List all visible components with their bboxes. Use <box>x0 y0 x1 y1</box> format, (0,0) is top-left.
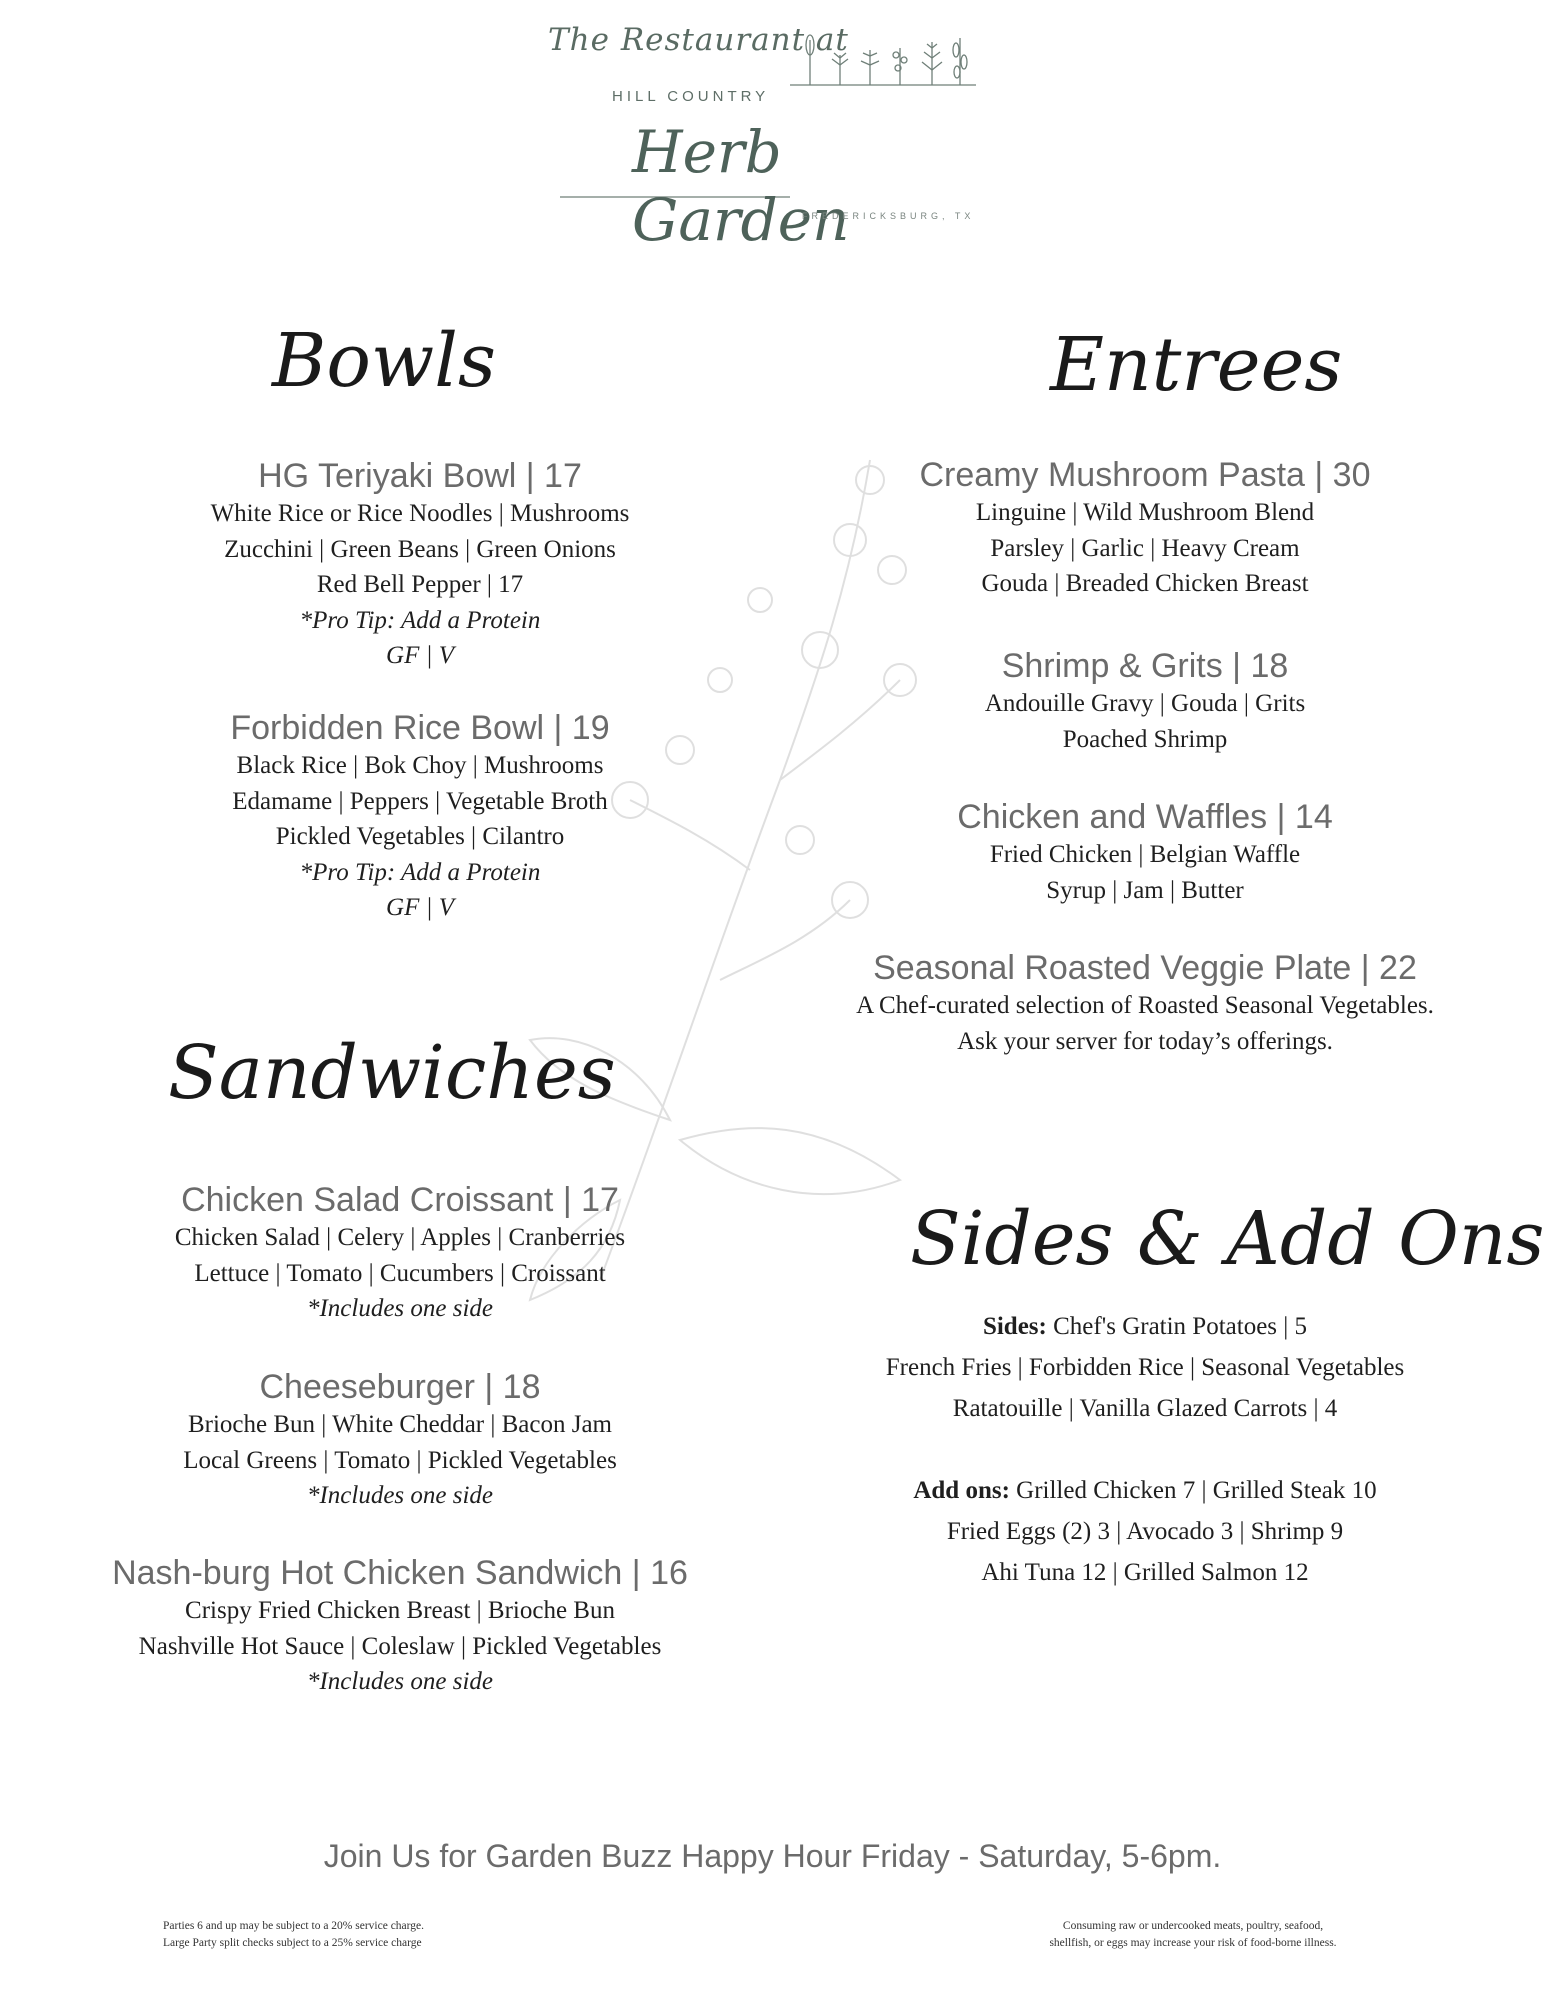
add-ons-label: Add ons: <box>913 1477 1010 1504</box>
section-heading-bowls: Bowls <box>272 318 496 404</box>
menu-item-description: Black Rice | Bok Choy | Mushrooms <box>236 752 604 779</box>
menu-item-title: Cheeseburger | 18 <box>259 1368 541 1406</box>
menu-item <box>80 456 760 674</box>
menu-item <box>40 1553 760 1700</box>
menu-item <box>800 455 1490 602</box>
menu-item-description: Pickled Vegetables | Cilantro <box>275 823 565 850</box>
sides-item-text: Chef's Gratin Potatoes | 5 <box>1053 1313 1308 1340</box>
menu-item <box>800 948 1490 1059</box>
menu-item-description: Crispy Fried Chicken Breast | Brioche Bun <box>185 1597 615 1624</box>
menu-item-title: Nash-burg Hot Chicken Sandwich | 16 <box>112 1554 688 1592</box>
sides-line: Ratatouille | Vanilla Glazed Carrots | 4 <box>952 1395 1338 1422</box>
section-heading-sandwiches: Sandwiches <box>168 1030 616 1116</box>
menu-item-note: GF | V <box>386 642 454 669</box>
add-ons-line: Ahi Tuna 12 | Grilled Salmon 12 <box>981 1559 1309 1586</box>
section-heading-sides-add-ons: Sides & Add Ons <box>910 1196 1545 1282</box>
menu-item-description: A Chef-curated selection of Roasted Seasonal Vegetables. <box>856 992 1434 1019</box>
logo-top-line: The Restaurant at <box>548 22 849 58</box>
menu-item-note: *Pro Tip: Add a Protein <box>299 606 541 634</box>
menu-item-title: Shrimp & Grits | 18 <box>1001 647 1289 685</box>
menu-item-title: Creamy Mushroom Pasta | 30 <box>919 456 1371 494</box>
menu-item-description: Syrup | Jam | Butter <box>1046 876 1244 904</box>
add-ons-item-text: Grilled Chicken 7 | Grilled Steak 10 <box>1016 1477 1377 1504</box>
menu-item <box>800 646 1490 757</box>
menu-item-title: Chicken and Waffles | 14 <box>957 798 1333 836</box>
fine-print-line: Consuming raw or undercooked meats, poultry, seafood, <box>1062 1920 1324 1932</box>
menu-item-note: *Includes one side <box>306 1482 494 1509</box>
restaurant-logo <box>540 10 1010 254</box>
menu-item-description: Ask your server for today’s offerings. <box>957 1027 1333 1055</box>
logo-location: FREDERICKSBURG, TX <box>802 211 975 221</box>
fine-print-line: Parties 6 and up may be subject to a 20% service charge. <box>163 1920 425 1932</box>
add-ons-line <box>830 1470 1460 1511</box>
menu-item-note: *Includes one side <box>306 1295 494 1322</box>
fine-print-line: Large Party split checks subject to a 25% service charge <box>163 1937 422 1949</box>
menu-item <box>800 797 1490 908</box>
menu-item <box>80 708 760 926</box>
menu-item-description: Edamame | Peppers | Vegetable Broth <box>232 787 608 815</box>
party-service-charge-note <box>163 1918 424 1952</box>
menu-item-title: Chicken Salad Croissant | 17 <box>181 1181 619 1219</box>
menu-item-description: Gouda | Breaded Chicken Breast <box>981 570 1309 597</box>
menu-item-note: *Pro Tip: Add a Protein <box>299 858 541 886</box>
menu-item-title: Seasonal Roasted Veggie Plate | 22 <box>873 949 1417 987</box>
section-heading-entrees: Entrees <box>1050 322 1343 408</box>
menu-item-title: Forbidden Rice Bowl | 19 <box>230 709 610 747</box>
sides-line: French Fries | Forbidden Rice | Seasonal Vegetables <box>885 1354 1405 1381</box>
menu-item-description: Local Greens | Tomato | Pickled Vegetables <box>183 1446 617 1474</box>
sides-label: Sides: <box>982 1313 1047 1340</box>
logo-herb-garden: Herb Garden <box>632 118 850 254</box>
sides-add-ons-list <box>830 1306 1460 1593</box>
menu-item-description: Red Bell Pepper | 17 <box>316 571 524 598</box>
menu-item-description: Brioche Bun | White Cheddar | Bacon Jam <box>187 1411 613 1438</box>
menu-item-description: Zucchini | Green Beans | Green Onions <box>224 535 616 563</box>
menu-item-description: White Rice or Rice Noodles | Mushrooms <box>210 500 630 527</box>
menu-item-description: Chicken Salad | Celery | Apples | Cranberries <box>174 1224 626 1251</box>
fine-print-line: shellfish, or eggs may increase your risk of food-borne illness. <box>1049 1937 1337 1949</box>
menu-item-description: Andouille Gravy | Gouda | Grits <box>984 690 1306 717</box>
menu-item-description: Parsley | Garlic | Heavy Cream <box>990 534 1300 562</box>
menu-item-description: Nashville Hot Sauce | Coleslaw | Pickled Vegetables <box>138 1632 662 1660</box>
menu-item-note: *Includes one side <box>306 1668 494 1695</box>
menu-item-description: Fried Chicken | Belgian Waffle <box>989 841 1301 868</box>
menu-item-description: Linguine | Wild Mushroom Blend <box>975 499 1315 526</box>
menu-item <box>40 1180 760 1327</box>
menu-item-note: GF | V <box>386 894 454 921</box>
sides-line <box>830 1306 1460 1347</box>
menu-item-description: Lettuce | Tomato | Cucumbers | Croissant <box>194 1259 606 1287</box>
add-ons-line: Fried Eggs (2) 3 | Avocado 3 | Shrimp 9 <box>946 1518 1344 1545</box>
menu-item-description: Poached Shrimp <box>1062 725 1228 753</box>
menu-item-title: HG Teriyaki Bowl | 17 <box>258 457 582 495</box>
food-safety-notice <box>998 1918 1388 1952</box>
happy-hour-banner: Join Us for Garden Buzz Happy Hour Friday - Saturday, 5-6pm. <box>323 1838 1222 1874</box>
logo-hill-country: HILL COUNTRY <box>612 88 770 105</box>
menu-item <box>40 1367 760 1514</box>
